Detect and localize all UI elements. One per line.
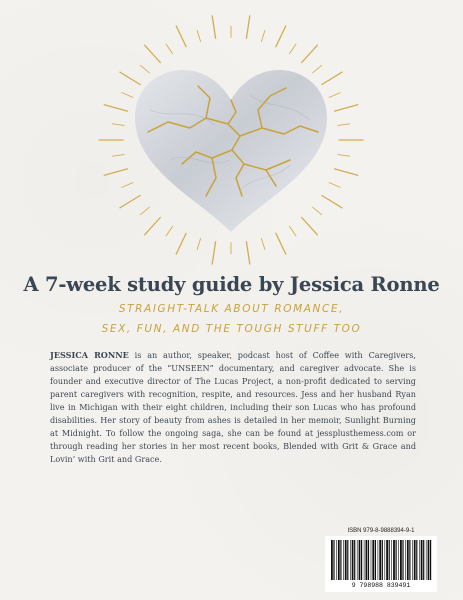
sun-ray [338, 124, 350, 126]
sun-ray [120, 72, 140, 84]
barcode-bar [331, 540, 333, 580]
sun-ray [322, 196, 342, 208]
sun-ray [313, 65, 322, 73]
barcode-bar [366, 540, 368, 580]
sun-ray [176, 26, 186, 47]
sun-ray [112, 124, 124, 126]
barcode-bar [421, 540, 423, 580]
barcode-bar [419, 540, 420, 580]
sun-ray [289, 226, 296, 236]
barcode-bar [372, 540, 374, 580]
sun-ray [302, 218, 318, 235]
barcode-bar [361, 540, 362, 580]
sun-ray [246, 16, 249, 39]
sun-ray [261, 31, 264, 42]
sun-ray [322, 72, 342, 84]
barcode-bar [336, 540, 337, 580]
sun-ray [335, 169, 358, 175]
barcode-bar [350, 540, 351, 580]
barcode-bar [393, 540, 395, 580]
sun-ray [104, 105, 127, 111]
barcode-bar [428, 540, 430, 580]
sun-ray [261, 238, 264, 249]
sun-ray [246, 242, 249, 265]
tagline-line-2: SEX, FUN, AND THE TOUGH STUFF TOO [101, 323, 362, 335]
barcode-bar [379, 540, 381, 580]
sun-ray [140, 207, 149, 215]
barcode-bar [375, 540, 376, 580]
barcode-bar [423, 540, 424, 580]
barcode-bar [398, 540, 399, 580]
barcode-bar [357, 540, 358, 580]
barcode-bar [414, 540, 416, 580]
author-bio-text: is an author, speaker, podcast host of Coffee with Caregivers, associate producer of the “UNSEEN” documentary, and caregiver advocate. She is founder and executive director of The Lucas Project, a non-profit dedicated to serving parent caregivers with recognition, respite, and resources. Jess and her husband Ryan live in Michigan with their eight children, including their son Lucas who has profound disabilities. Her story of beauty from ashes is detailed in her memoir, Sunlight Burning at Midnight. To follow the ongoing saga, she can be found at jessplusthemess.com or through reading her stories in her most recent books, Blended with Grit & Grace and Lovin’ with Grit and Grace. [50, 350, 416, 464]
barcode-bar [368, 540, 369, 580]
sun-ray [122, 93, 133, 98]
barcode-bar [389, 540, 390, 580]
sun-ray [302, 45, 318, 62]
barcode-bar [352, 540, 354, 580]
barcode-bar [426, 540, 427, 580]
sun-ray [329, 93, 340, 98]
sun-ray [145, 218, 161, 235]
sun-ray [276, 26, 286, 47]
barcode-bar [400, 540, 402, 580]
sun-ray [329, 183, 340, 188]
barcode-bar [407, 540, 409, 580]
barcode-bar [378, 540, 379, 580]
cover-title: A 7-week study guide by Jessica Ronne [23, 273, 440, 296]
sun-ray [140, 65, 149, 73]
barcode-bar [359, 540, 361, 580]
barcode-bar [354, 540, 355, 580]
isbn-label: ISBN 979-8-9888394-9-1 [347, 528, 415, 534]
sun-ray [176, 233, 186, 254]
sun-ray [338, 155, 350, 157]
barcode-bar [405, 540, 406, 580]
sun-ray [104, 169, 127, 175]
barcode-bar [371, 540, 372, 580]
barcode-bar [364, 540, 365, 580]
barcode-bar [340, 540, 341, 580]
barcode-bar [391, 540, 392, 580]
author-bio [50, 349, 416, 466]
barcode-bar [343, 540, 344, 580]
barcode-bar [385, 540, 386, 580]
sun-ray [120, 196, 140, 208]
barcode-bar [412, 540, 413, 580]
barcode-bar [416, 540, 417, 580]
barcode-bar [402, 540, 403, 580]
sun-ray [289, 44, 296, 54]
sun-ray [313, 207, 322, 215]
barcode-bar [338, 540, 340, 580]
sun-ray [335, 105, 358, 111]
sun-ray [212, 16, 215, 39]
barcode-bar [386, 540, 388, 580]
author-name: JESSICA RONNE [50, 350, 129, 360]
barcode-digits: 9 798988 839491 [351, 582, 411, 589]
tagline-line-1: STRAIGHT-TALK ABOUT ROMANCE, [118, 303, 345, 315]
kintsugi-heart-illustration [0, 0, 463, 265]
sun-ray [276, 233, 286, 254]
sun-ray [212, 242, 215, 265]
barcode-icon [325, 536, 437, 584]
barcode-bar [347, 540, 348, 580]
sun-ray [197, 31, 200, 42]
barcode-bar [396, 540, 397, 580]
sun-ray [112, 155, 124, 157]
barcode-bar [382, 540, 383, 580]
barcode-bar [333, 540, 334, 580]
sun-ray [122, 183, 133, 188]
sun-ray [145, 45, 161, 62]
barcode-bar [345, 540, 347, 580]
barcode-bar [430, 540, 431, 580]
sun-ray [166, 44, 173, 54]
sun-ray [166, 226, 173, 236]
sun-ray [197, 238, 200, 249]
barcode-bar [409, 540, 410, 580]
